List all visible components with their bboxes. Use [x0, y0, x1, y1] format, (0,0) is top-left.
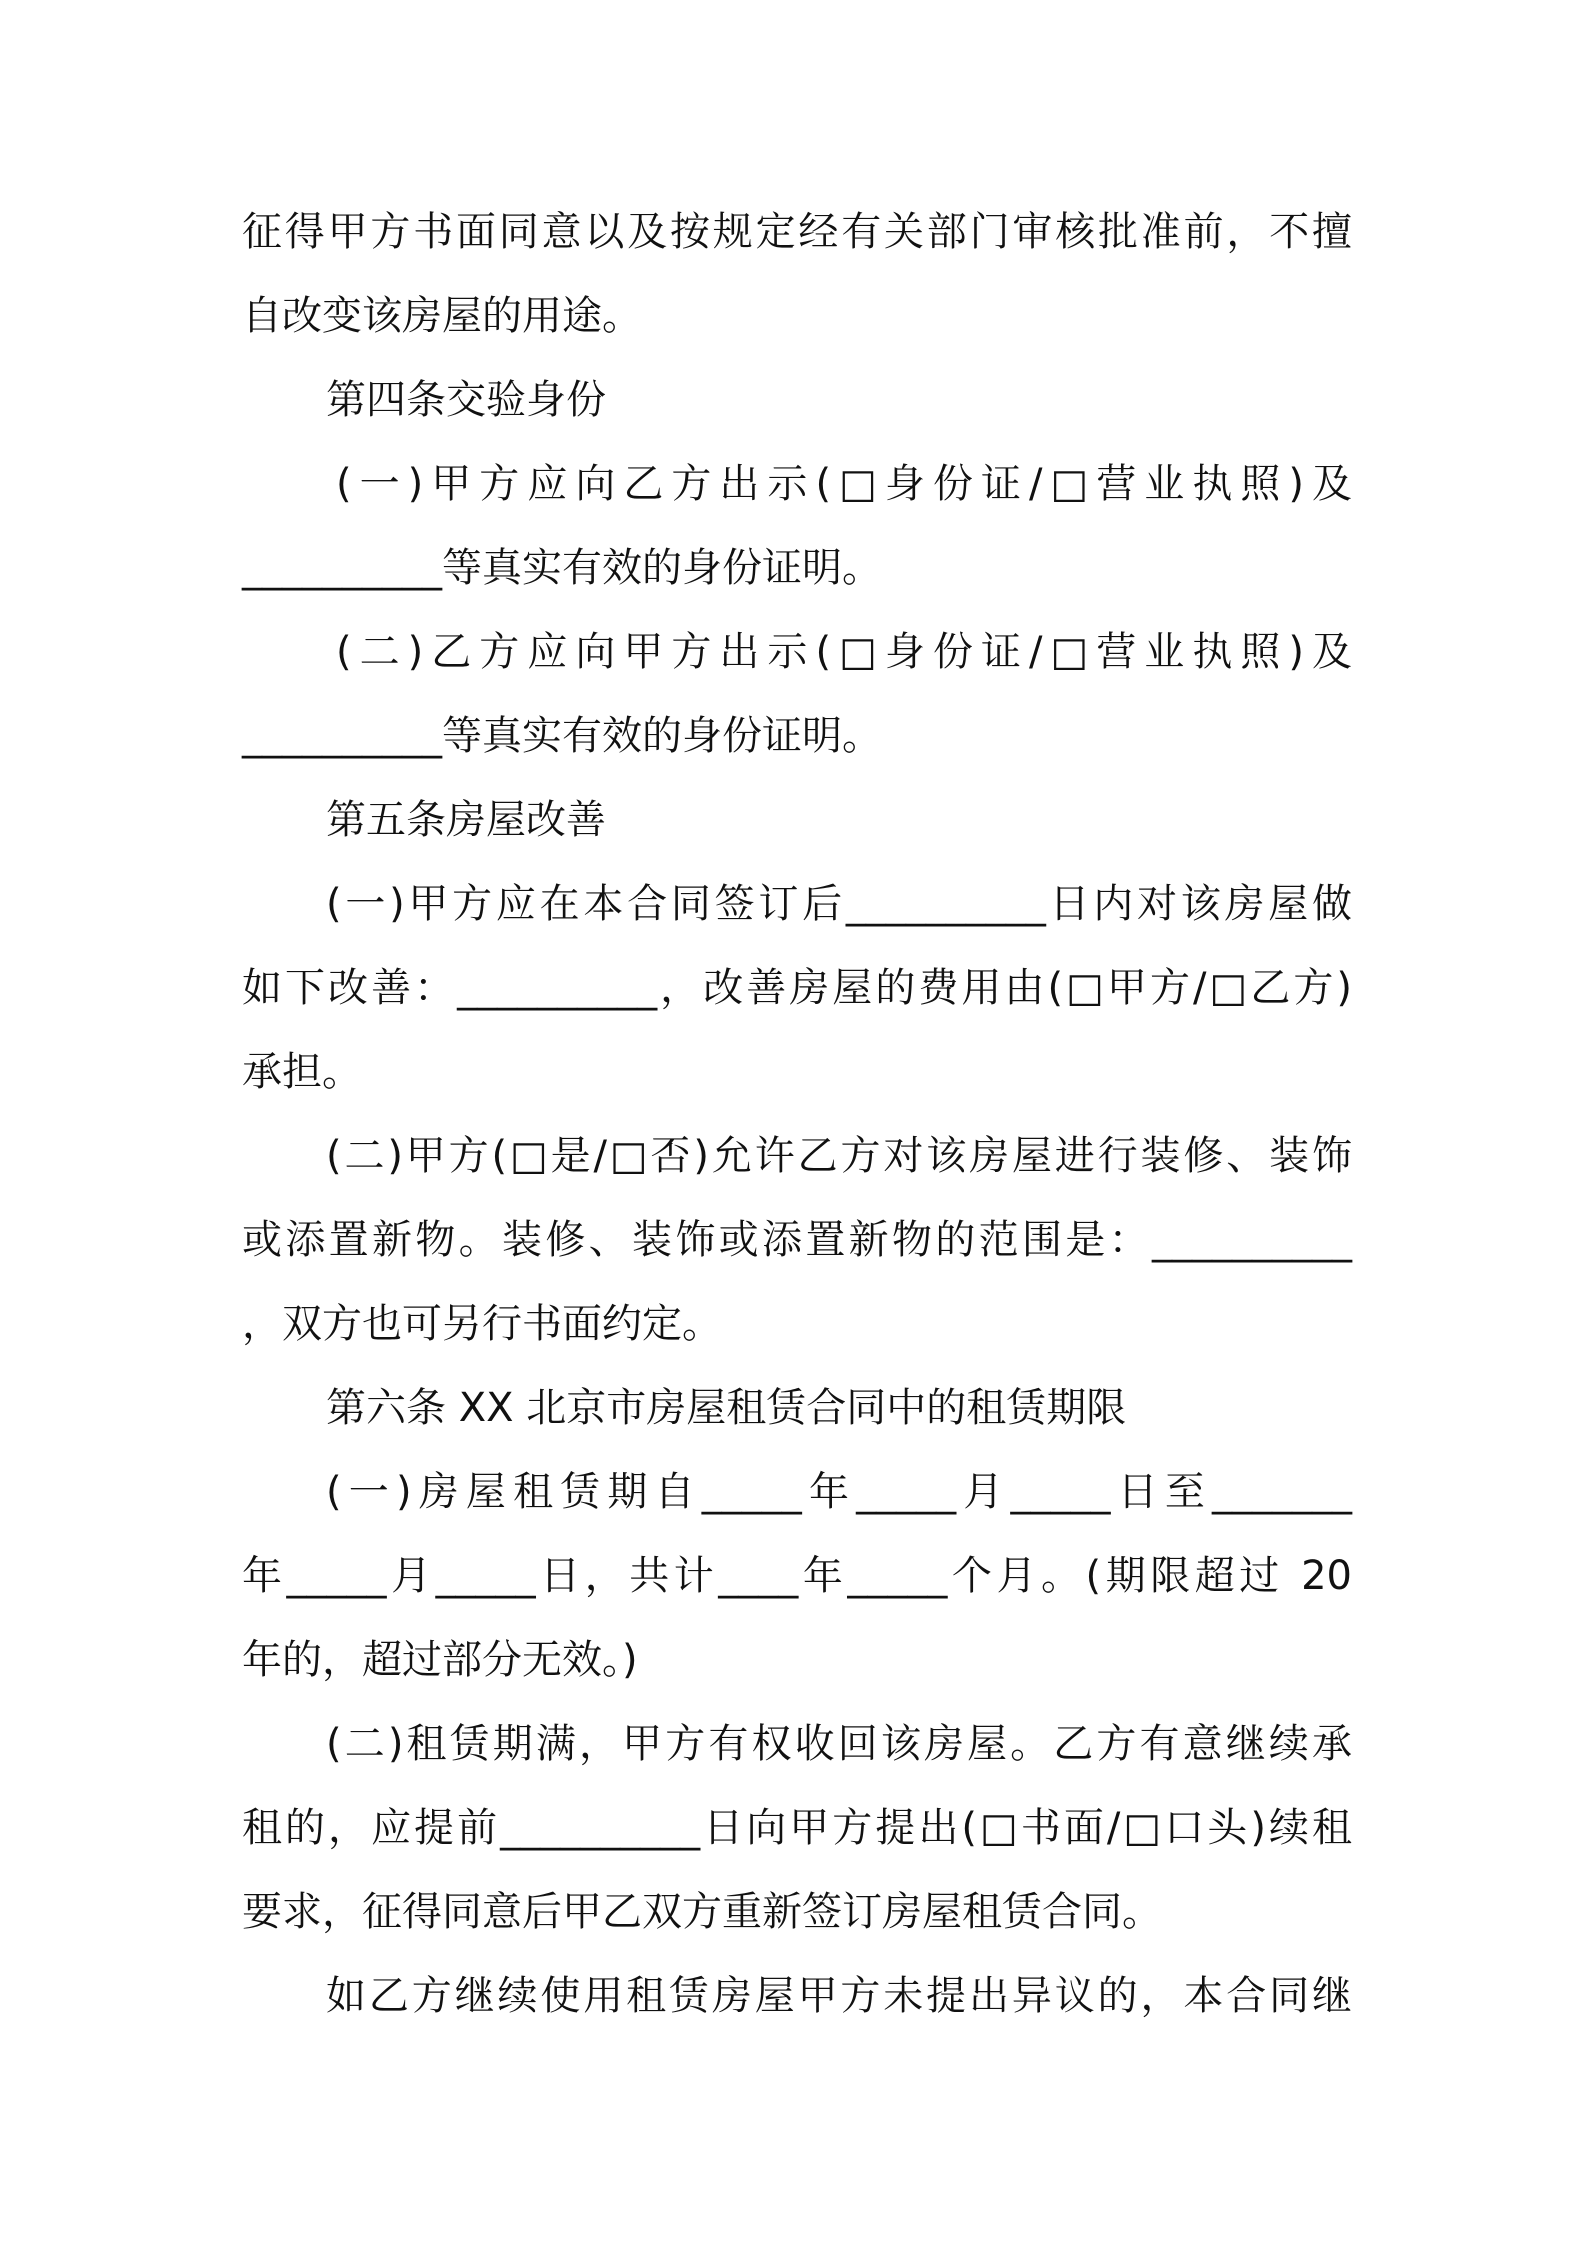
paragraph-line: ，双方也可另行书面约定。 [242, 1301, 722, 1347]
paragraph-line: 租的，应提前__________日向甲方提出(□书面/□口头)续租 [242, 1805, 1352, 1851]
paragraph-line: 或添置新物。装修、装饰或添置新物的范围是：__________ [242, 1217, 1352, 1263]
paragraph-line: 承担。 [242, 1049, 362, 1095]
paragraph-line: (一)房屋租赁期自_____年_____月_____日至_______ [326, 1469, 1352, 1515]
paragraph-line: (一)甲方应在本合同签订后__________日内对该房屋做 [326, 881, 1352, 927]
section-heading: 第五条房屋改善 [326, 797, 606, 843]
paragraph-line: 年_____月_____日，共计____年_____个月。(期限超过 20 [242, 1553, 1352, 1599]
paragraph-line: 年的，超过部分无效。) [242, 1637, 638, 1683]
paragraph-line: (二)乙方应向甲方出示(□身份证/□营业执照)及 [336, 629, 1352, 675]
paragraph-line: __________等真实有效的身份证明。 [242, 545, 882, 591]
paragraph-line: 自改变该房屋的用途。 [242, 293, 642, 339]
paragraph-line: (二)租赁期满，甲方有权收回该房屋。乙方有意继续承 [326, 1721, 1352, 1767]
section-heading: 第六条 XX 北京市房屋租赁合同中的租赁期限 [326, 1385, 1127, 1431]
paragraph-line: (一)甲方应向乙方出示(□身份证/□营业执照)及 [336, 461, 1352, 507]
paragraph-line: 如乙方继续使用租赁房屋甲方未提出异议的，本合同继 [326, 1973, 1352, 2019]
paragraph-line: 如下改善：__________，改善房屋的费用由(□甲方/□乙方) [242, 965, 1352, 1011]
section-heading: 第四条交验身份 [326, 377, 606, 423]
paragraph-line: 要求，征得同意后甲乙双方重新签订房屋租赁合同。 [242, 1889, 1162, 1935]
contract-page [242, 190, 1352, 2038]
paragraph-line: __________等真实有效的身份证明。 [242, 713, 882, 759]
paragraph-line: 征得甲方书面同意以及按规定经有关部门审核批准前，不擅 [242, 209, 1352, 255]
paragraph-line: (二)甲方(□是/□否)允许乙方对该房屋进行装修、装饰 [326, 1133, 1352, 1179]
